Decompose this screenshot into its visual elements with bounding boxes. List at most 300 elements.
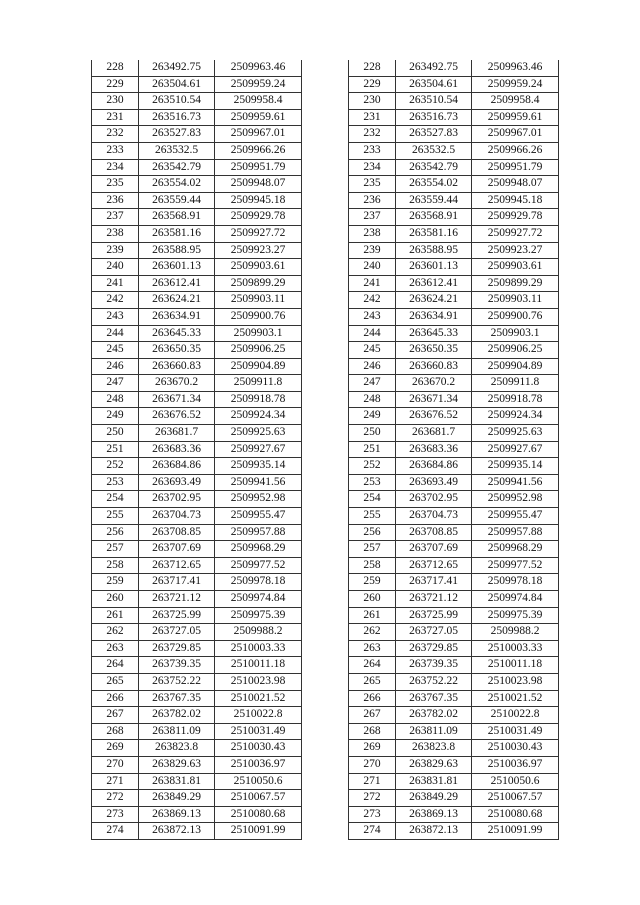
y-coordinate-cell: 2510091.99 (472, 823, 559, 840)
table-row (92, 657, 302, 674)
y-coordinate-cell: 2509952.98 (472, 491, 559, 508)
y-coordinate-cell: 2510022.8 (215, 707, 302, 724)
y-coordinate-cell: 2509948.07 (472, 176, 559, 193)
x-coordinate-cell: 263752.22 (396, 673, 472, 690)
point-number-cell: 246 (349, 358, 396, 375)
x-coordinate-cell: 263683.36 (139, 441, 215, 458)
table-row (92, 192, 302, 209)
y-coordinate-cell: 2509904.89 (472, 358, 559, 375)
x-coordinate-cell: 263588.95 (139, 242, 215, 259)
y-coordinate-cell: 2509929.78 (472, 209, 559, 226)
x-coordinate-cell: 263725.99 (396, 607, 472, 624)
x-coordinate-cell: 263588.95 (396, 242, 472, 259)
table-row (349, 707, 559, 724)
table-row (92, 209, 302, 226)
y-coordinate-cell: 2509911.8 (472, 375, 559, 392)
table-row (349, 126, 559, 143)
x-coordinate-cell: 263660.83 (139, 358, 215, 375)
table-row (349, 375, 559, 392)
point-number-cell: 254 (92, 491, 139, 508)
table-row (92, 541, 302, 558)
point-number-cell: 268 (349, 723, 396, 740)
y-coordinate-cell: 2509945.18 (215, 192, 302, 209)
x-coordinate-cell: 263872.13 (139, 823, 215, 840)
y-coordinate-cell: 2509927.72 (215, 225, 302, 242)
x-coordinate-cell: 263693.49 (396, 474, 472, 491)
point-number-cell: 234 (349, 159, 396, 176)
point-number-cell: 233 (92, 142, 139, 159)
y-coordinate-cell: 2510036.97 (215, 756, 302, 773)
table-row (349, 740, 559, 757)
table-row (92, 640, 302, 657)
x-coordinate-cell: 263727.05 (396, 624, 472, 641)
point-number-cell: 241 (349, 275, 396, 292)
y-coordinate-cell: 2509968.29 (215, 541, 302, 558)
point-number-cell: 234 (92, 159, 139, 176)
point-number-cell: 232 (349, 126, 396, 143)
point-number-cell: 253 (349, 474, 396, 491)
y-coordinate-cell: 2509927.67 (215, 441, 302, 458)
point-number-cell: 250 (349, 425, 396, 442)
point-number-cell: 270 (92, 756, 139, 773)
point-number-cell: 229 (92, 76, 139, 93)
x-coordinate-cell: 263670.2 (396, 375, 472, 392)
point-number-cell: 239 (92, 242, 139, 259)
x-coordinate-cell: 263559.44 (396, 192, 472, 209)
point-number-cell: 250 (92, 425, 139, 442)
y-coordinate-cell: 2509935.14 (472, 458, 559, 475)
x-coordinate-cell: 263707.69 (396, 541, 472, 558)
y-coordinate-cell: 2510023.98 (215, 673, 302, 690)
x-coordinate-cell: 263684.86 (396, 458, 472, 475)
point-number-cell: 273 (92, 806, 139, 823)
point-number-cell: 259 (92, 574, 139, 591)
x-coordinate-cell: 263601.13 (396, 259, 472, 276)
x-coordinate-cell: 263671.34 (396, 391, 472, 408)
table-row (92, 259, 302, 276)
point-number-cell: 245 (349, 342, 396, 359)
x-coordinate-cell: 263811.09 (396, 723, 472, 740)
table-row (349, 474, 559, 491)
point-number-cell: 228 (92, 60, 139, 76)
x-coordinate-cell: 263729.85 (139, 640, 215, 657)
x-coordinate-cell: 263712.65 (396, 557, 472, 574)
table-row (92, 574, 302, 591)
point-number-cell: 249 (349, 408, 396, 425)
table-row (349, 425, 559, 442)
y-coordinate-cell: 2509924.34 (215, 408, 302, 425)
table-row (92, 342, 302, 359)
y-coordinate-cell: 2509951.79 (215, 159, 302, 176)
x-coordinate-cell: 263849.29 (396, 790, 472, 807)
point-number-cell: 248 (92, 391, 139, 408)
table-row (349, 591, 559, 608)
x-coordinate-cell: 263869.13 (396, 806, 472, 823)
y-coordinate-cell: 2509967.01 (215, 126, 302, 143)
y-coordinate-cell: 2510050.6 (215, 773, 302, 790)
table-row (349, 557, 559, 574)
x-coordinate-cell: 263717.41 (139, 574, 215, 591)
table-row (92, 723, 302, 740)
point-number-cell: 244 (349, 325, 396, 342)
x-coordinate-cell: 263510.54 (396, 93, 472, 110)
table-row (349, 308, 559, 325)
point-number-cell: 244 (92, 325, 139, 342)
table-row (349, 773, 559, 790)
point-number-cell: 249 (92, 408, 139, 425)
point-number-cell: 230 (349, 93, 396, 110)
point-number-cell: 256 (92, 524, 139, 541)
point-number-cell: 242 (92, 292, 139, 309)
y-coordinate-cell: 2510021.52 (472, 690, 559, 707)
y-coordinate-cell: 2509957.88 (215, 524, 302, 541)
point-number-cell: 273 (349, 806, 396, 823)
table-row (92, 292, 302, 309)
table-row (92, 93, 302, 110)
x-coordinate-cell: 263707.69 (139, 541, 215, 558)
table-row (92, 425, 302, 442)
y-coordinate-cell: 2509963.46 (472, 60, 559, 76)
y-coordinate-cell: 2509935.14 (215, 458, 302, 475)
table-row (349, 408, 559, 425)
table-row (92, 557, 302, 574)
y-coordinate-cell: 2509903.11 (215, 292, 302, 309)
point-number-cell: 260 (92, 591, 139, 608)
y-coordinate-cell: 2510080.68 (215, 806, 302, 823)
y-coordinate-cell: 2509923.27 (215, 242, 302, 259)
x-coordinate-cell: 263645.33 (396, 325, 472, 342)
y-coordinate-cell: 2509975.39 (215, 607, 302, 624)
x-coordinate-cell: 263612.41 (396, 275, 472, 292)
point-number-cell: 252 (349, 458, 396, 475)
table-row (92, 391, 302, 408)
point-number-cell: 274 (349, 823, 396, 840)
y-coordinate-cell: 2510011.18 (215, 657, 302, 674)
y-coordinate-cell: 2509978.18 (472, 574, 559, 591)
x-coordinate-cell: 263504.61 (396, 76, 472, 93)
y-coordinate-cell: 2509903.61 (215, 259, 302, 276)
table-row (349, 209, 559, 226)
y-coordinate-cell: 2510067.57 (215, 790, 302, 807)
table-row (92, 176, 302, 193)
point-number-cell: 243 (349, 308, 396, 325)
point-number-cell: 231 (92, 109, 139, 126)
table-row (349, 756, 559, 773)
table-row (92, 524, 302, 541)
y-coordinate-cell: 2509941.56 (472, 474, 559, 491)
y-coordinate-cell: 2509948.07 (215, 176, 302, 193)
table-row (92, 408, 302, 425)
x-coordinate-cell: 263559.44 (139, 192, 215, 209)
x-coordinate-cell: 263752.22 (139, 673, 215, 690)
table-row (349, 541, 559, 558)
y-coordinate-cell: 2510003.33 (215, 640, 302, 657)
table-row (92, 474, 302, 491)
x-coordinate-cell: 263568.91 (139, 209, 215, 226)
x-coordinate-cell: 263645.33 (139, 325, 215, 342)
y-coordinate-cell: 2509966.26 (215, 142, 302, 159)
point-number-cell: 260 (349, 591, 396, 608)
x-coordinate-cell: 263634.91 (396, 308, 472, 325)
x-coordinate-cell: 263516.73 (396, 109, 472, 126)
x-coordinate-cell: 263823.8 (139, 740, 215, 757)
point-number-cell: 239 (349, 242, 396, 259)
point-number-cell: 229 (349, 76, 396, 93)
point-number-cell: 264 (92, 657, 139, 674)
point-number-cell: 267 (349, 707, 396, 724)
x-coordinate-cell: 263727.05 (139, 624, 215, 641)
table-row (349, 723, 559, 740)
point-number-cell: 230 (92, 93, 139, 110)
x-coordinate-cell: 263782.02 (139, 707, 215, 724)
point-number-cell: 235 (349, 176, 396, 193)
y-coordinate-cell: 2510022.8 (472, 707, 559, 724)
table-row (349, 657, 559, 674)
y-coordinate-cell: 2509903.11 (472, 292, 559, 309)
y-coordinate-cell: 2509975.39 (472, 607, 559, 624)
table-row (92, 607, 302, 624)
x-coordinate-cell: 263725.99 (139, 607, 215, 624)
point-number-cell: 272 (92, 790, 139, 807)
table-row (92, 773, 302, 790)
point-number-cell: 251 (92, 441, 139, 458)
y-coordinate-cell: 2509955.47 (215, 508, 302, 525)
table-row (349, 607, 559, 624)
x-coordinate-cell: 263527.83 (396, 126, 472, 143)
point-number-cell: 258 (92, 557, 139, 574)
y-coordinate-cell: 2510050.6 (472, 773, 559, 790)
point-number-cell: 265 (92, 673, 139, 690)
y-coordinate-cell: 2509978.18 (215, 574, 302, 591)
table-row (92, 109, 302, 126)
y-coordinate-cell: 2509927.72 (472, 225, 559, 242)
x-coordinate-cell: 263811.09 (139, 723, 215, 740)
table-row (92, 508, 302, 525)
x-coordinate-cell: 263704.73 (139, 508, 215, 525)
x-coordinate-cell: 263676.52 (396, 408, 472, 425)
point-number-cell: 247 (349, 375, 396, 392)
point-number-cell: 245 (92, 342, 139, 359)
table-row (349, 624, 559, 641)
table-row (92, 624, 302, 641)
x-coordinate-cell: 263681.7 (396, 425, 472, 442)
point-number-cell: 248 (349, 391, 396, 408)
table-row (349, 342, 559, 359)
point-number-cell: 253 (92, 474, 139, 491)
table-row (349, 292, 559, 309)
point-number-cell: 270 (349, 756, 396, 773)
y-coordinate-cell: 2509955.47 (472, 508, 559, 525)
y-coordinate-cell: 2509959.61 (472, 109, 559, 126)
y-coordinate-cell: 2510067.57 (472, 790, 559, 807)
table-row (349, 358, 559, 375)
y-coordinate-cell: 2509974.84 (472, 591, 559, 608)
x-coordinate-cell: 263782.02 (396, 707, 472, 724)
table-row (92, 740, 302, 757)
table-row (92, 458, 302, 475)
point-number-cell: 255 (349, 508, 396, 525)
y-coordinate-cell: 2509959.61 (215, 109, 302, 126)
y-coordinate-cell: 2510031.49 (215, 723, 302, 740)
x-coordinate-cell: 263492.75 (139, 60, 215, 76)
table-row (349, 508, 559, 525)
x-coordinate-cell: 263849.29 (139, 790, 215, 807)
table-row (92, 375, 302, 392)
x-coordinate-cell: 263717.41 (396, 574, 472, 591)
table-row (92, 358, 302, 375)
table-row (92, 690, 302, 707)
point-number-cell: 238 (92, 225, 139, 242)
x-coordinate-cell: 263693.49 (139, 474, 215, 491)
y-coordinate-cell: 2509952.98 (215, 491, 302, 508)
table-row (92, 76, 302, 93)
y-coordinate-cell: 2509959.24 (472, 76, 559, 93)
y-coordinate-cell: 2510021.52 (215, 690, 302, 707)
x-coordinate-cell: 263542.79 (396, 159, 472, 176)
x-coordinate-cell: 263492.75 (396, 60, 472, 76)
y-coordinate-cell: 2509925.63 (472, 425, 559, 442)
table-row (92, 60, 302, 76)
point-number-cell: 257 (92, 541, 139, 558)
x-coordinate-cell: 263872.13 (396, 823, 472, 840)
point-number-cell: 247 (92, 375, 139, 392)
x-coordinate-cell: 263829.63 (139, 756, 215, 773)
table-row (349, 458, 559, 475)
y-coordinate-cell: 2509911.8 (215, 375, 302, 392)
x-coordinate-cell: 263510.54 (139, 93, 215, 110)
x-coordinate-cell: 263624.21 (396, 292, 472, 309)
point-number-cell: 269 (349, 740, 396, 757)
point-number-cell: 268 (92, 723, 139, 740)
table-row (349, 225, 559, 242)
table-row (349, 259, 559, 276)
x-coordinate-cell: 263712.65 (139, 557, 215, 574)
y-coordinate-cell: 2510091.99 (215, 823, 302, 840)
point-number-cell: 262 (349, 624, 396, 641)
x-coordinate-cell: 263767.35 (139, 690, 215, 707)
point-number-cell: 274 (92, 823, 139, 840)
table-row (92, 823, 302, 840)
point-number-cell: 228 (349, 60, 396, 76)
y-coordinate-cell: 2509941.56 (215, 474, 302, 491)
y-coordinate-cell: 2509988.2 (215, 624, 302, 641)
point-number-cell: 238 (349, 225, 396, 242)
point-number-cell: 233 (349, 142, 396, 159)
y-coordinate-cell: 2509904.89 (215, 358, 302, 375)
x-coordinate-cell: 263634.91 (139, 308, 215, 325)
y-coordinate-cell: 2509945.18 (472, 192, 559, 209)
x-coordinate-cell: 263702.95 (139, 491, 215, 508)
point-number-cell: 240 (92, 259, 139, 276)
table-row (349, 176, 559, 193)
table-row (92, 806, 302, 823)
table-row (349, 275, 559, 292)
point-number-cell: 263 (349, 640, 396, 657)
x-coordinate-cell: 263767.35 (396, 690, 472, 707)
x-coordinate-cell: 263650.35 (396, 342, 472, 359)
coordinate-table-left (91, 60, 302, 840)
point-number-cell: 237 (92, 209, 139, 226)
y-coordinate-cell: 2510030.43 (472, 740, 559, 757)
x-coordinate-cell: 263581.16 (396, 225, 472, 242)
y-coordinate-cell: 2509903.61 (472, 259, 559, 276)
table-row (92, 242, 302, 259)
table-row (349, 491, 559, 508)
point-number-cell: 267 (92, 707, 139, 724)
table-row (92, 790, 302, 807)
table-row (349, 93, 559, 110)
point-number-cell: 232 (92, 126, 139, 143)
table-row (92, 225, 302, 242)
point-number-cell: 235 (92, 176, 139, 193)
table-row (349, 325, 559, 342)
y-coordinate-cell: 2509903.1 (215, 325, 302, 342)
point-number-cell: 242 (349, 292, 396, 309)
point-number-cell: 237 (349, 209, 396, 226)
x-coordinate-cell: 263601.13 (139, 259, 215, 276)
table-row (349, 192, 559, 209)
x-coordinate-cell: 263624.21 (139, 292, 215, 309)
point-number-cell: 264 (349, 657, 396, 674)
x-coordinate-cell: 263721.12 (396, 591, 472, 608)
table-row (92, 126, 302, 143)
point-number-cell: 265 (349, 673, 396, 690)
x-coordinate-cell: 263568.91 (396, 209, 472, 226)
y-coordinate-cell: 2510036.97 (472, 756, 559, 773)
y-coordinate-cell: 2509925.63 (215, 425, 302, 442)
table-row (349, 823, 559, 840)
y-coordinate-cell: 2509977.52 (215, 557, 302, 574)
table-row (92, 441, 302, 458)
x-coordinate-cell: 263729.85 (396, 640, 472, 657)
point-number-cell: 262 (92, 624, 139, 641)
table-row (349, 806, 559, 823)
point-number-cell: 261 (92, 607, 139, 624)
x-coordinate-cell: 263708.85 (139, 524, 215, 541)
coordinate-table-right (348, 60, 559, 840)
x-coordinate-cell: 263681.7 (139, 425, 215, 442)
point-number-cell: 240 (349, 259, 396, 276)
point-number-cell: 251 (349, 441, 396, 458)
y-coordinate-cell: 2510011.18 (472, 657, 559, 674)
y-coordinate-cell: 2509899.29 (472, 275, 559, 292)
x-coordinate-cell: 263831.81 (139, 773, 215, 790)
table-row (92, 159, 302, 176)
y-coordinate-cell: 2509959.24 (215, 76, 302, 93)
table-row (349, 524, 559, 541)
y-coordinate-cell: 2509899.29 (215, 275, 302, 292)
table-row (349, 673, 559, 690)
y-coordinate-cell: 2510031.49 (472, 723, 559, 740)
x-coordinate-cell: 263516.73 (139, 109, 215, 126)
y-coordinate-cell: 2509974.84 (215, 591, 302, 608)
y-coordinate-cell: 2509957.88 (472, 524, 559, 541)
point-number-cell: 241 (92, 275, 139, 292)
y-coordinate-cell: 2509966.26 (472, 142, 559, 159)
x-coordinate-cell: 263823.8 (396, 740, 472, 757)
x-coordinate-cell: 263504.61 (139, 76, 215, 93)
y-coordinate-cell: 2509958.4 (472, 93, 559, 110)
x-coordinate-cell: 263708.85 (396, 524, 472, 541)
table-row (92, 491, 302, 508)
y-coordinate-cell: 2509988.2 (472, 624, 559, 641)
x-coordinate-cell: 263684.86 (139, 458, 215, 475)
table-row (349, 441, 559, 458)
x-coordinate-cell: 263869.13 (139, 806, 215, 823)
x-coordinate-cell: 263739.35 (139, 657, 215, 674)
x-coordinate-cell: 263542.79 (139, 159, 215, 176)
y-coordinate-cell: 2510030.43 (215, 740, 302, 757)
